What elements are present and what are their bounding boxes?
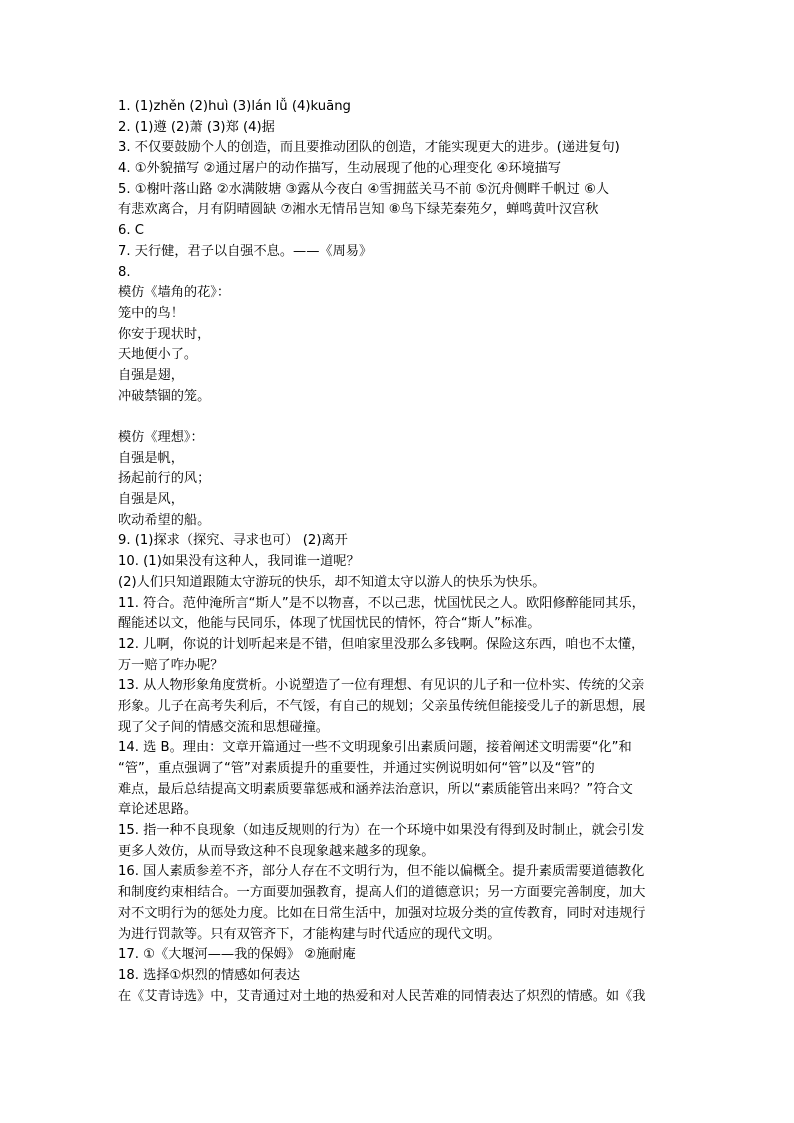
- text-line: 你安于现状时，: [118, 326, 211, 342]
- text-line: 7. 天行健，君子以自强不息。——《周易》: [118, 243, 373, 259]
- text-line: 更多人效仿，从而导致这种不良现象越来越多的现象。: [118, 843, 435, 859]
- text-line: (2)人们只知道跟随太守游玩的快乐，却不知道太守以游人的快乐为快乐。: [118, 574, 546, 590]
- text-line: 14. 选 B。理由：文章开篇通过一些不文明现象引出素质问题，接着阐述文明需要“化”和: [118, 740, 632, 756]
- text-line: 18. 选择①炽烈的情感如何表达: [118, 967, 301, 983]
- answer-text-body: [118, 97, 678, 1007]
- text-line: 12. 儿啊，你说的计划听起来是不错，但咱家里没那么多钱啊。保险这东西，咱也不太懂，: [118, 636, 645, 652]
- text-line: 在《艾青诗选》中，艾青通过对土地的热爱和对人民苦难的同情表达了炽烈的情感。如《我: [118, 988, 646, 1004]
- text-line: 13. 从人物形象角度赏析。小说塑造了一位有理想、有见识的儿子和一位朴实、传统的父亲: [118, 678, 645, 694]
- text-line: 6. C: [118, 223, 144, 239]
- text-line: 8.: [118, 264, 131, 280]
- text-line: 为进行罚款等。只有双管齐下，才能构建与时代适应的现代文明。: [118, 926, 501, 942]
- text-line: 对不文明行为的惩处力度。比如在日常生活中，加强对垃圾分类的宣传教育，同时对违规行: [118, 905, 646, 921]
- text-line: 自强是风，: [118, 492, 184, 508]
- text-line: 15. 指一种不良现象（如违反规则的行为）在一个环境中如果没有得到及时制止，就会引发: [118, 823, 645, 839]
- text-line: 模仿《墙角的花》：: [118, 285, 231, 301]
- text-line: 2. (1)遵 (2)萧 (3)郑 (4)据: [118, 119, 275, 135]
- text-line: 吹动希望的船。: [118, 512, 211, 528]
- text-line: 3. 不仅要鼓励个人的创造，而且要推动团队的创造，才能实现更大的进步。(递进复句): [118, 140, 620, 156]
- text-line: 形象。儿子在高考失利后，不气馁，有自己的规划；父亲虽传统但能接受儿子的新思想，展: [118, 698, 646, 714]
- text-line: 和制度约束相结合。一方面要加强教育，提高人们的道德意识；另一方面要完善制度，加大: [118, 885, 646, 901]
- text-line: 9. (1)探求（探究、寻求也可） (2)离开: [118, 533, 348, 549]
- text-line: 17. ①《大堰河——我的保姆》 ②施耐庵: [118, 947, 356, 963]
- text-line: 章论述思路。: [118, 802, 198, 818]
- text-line: 10. (1)如果没有这种人，我同谁一道呢？: [118, 554, 360, 570]
- text-line: 11. 符合。范仲淹所言“斯人”是不以物喜，不以己悲，忧国忧民之人。欧阳修醉能同其乐，: [118, 595, 645, 611]
- text-line: 5. ①榭叶落山路 ②水满陂塘 ③露从今夜白 ④雪拥蓝关马不前 ⑤沉舟侧畔千帆过 ⑥人: [118, 181, 610, 197]
- text-line: 16. 国人素质参差不齐，部分人存在不文明行为，但不能以偏概全。提升素质需要道德教化: [118, 864, 645, 880]
- text-line: 有悲欢离合，月有阴晴圆缺 ⑦湘水无情吊岂知 ⑧鸟下绿芜秦苑夕，蝉鸣黄叶汉宫秋: [118, 202, 599, 218]
- text-line: “管”，重点强调了“管”对素质提升的重要性，并通过实例说明如何“管”以及“管”的: [118, 761, 595, 776]
- text-line: 现了父子间的情感交流和思想碰撞。: [118, 719, 329, 735]
- text-line: 难点，最后总结提高文明素质要靠惩戒和涵养法治意识，所以“素质能管出来吗？”符合文: [118, 781, 633, 797]
- text-line: 万一赔了咋办呢？: [118, 657, 224, 673]
- text-line: 自强是帆，: [118, 450, 184, 466]
- text-line: 醒能述以文，他能与民同乐，体现了忧国忧民的情怀，符合“斯人”标准。: [118, 616, 541, 632]
- text-line: 天地便小了。: [118, 347, 198, 363]
- text-line: 冲破禁锢的笼。: [118, 388, 211, 404]
- text-line: 扬起前行的风；: [118, 471, 211, 487]
- text-line: 1. (1)zhěn (2)huì (3)lán lǚ (4)kuāng: [118, 99, 351, 114]
- text-line: 笼中的鸟！: [118, 305, 184, 321]
- text-line: 模仿《理想》：: [118, 430, 204, 445]
- text-line: 4. ①外貌描写 ②通过屠户的动作描写，生动展现了他的心理变化 ④环境描写: [118, 161, 562, 177]
- blank-line: [118, 407, 678, 428]
- text-line: 自强是翅，: [118, 367, 184, 383]
